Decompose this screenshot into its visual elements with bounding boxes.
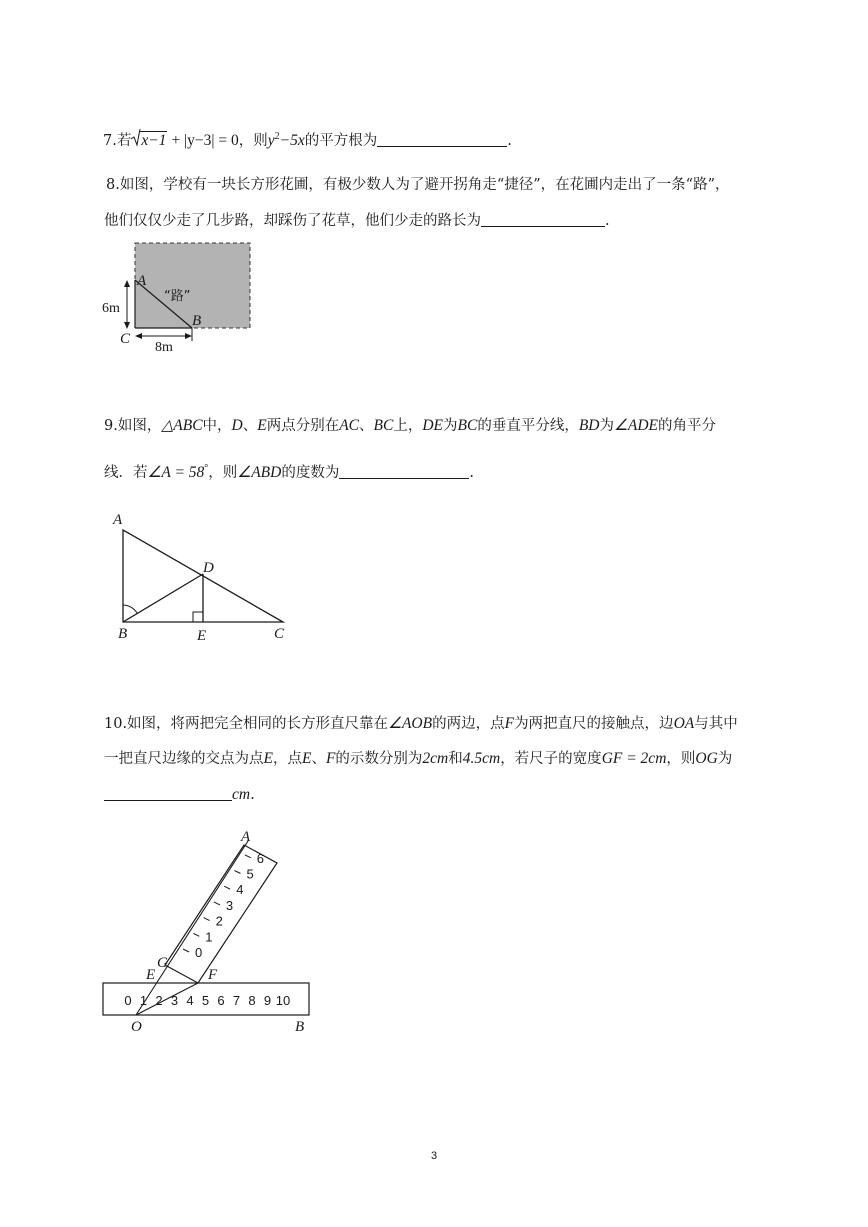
height-label: 6m	[102, 301, 120, 316]
q9-t11: 线．若	[104, 464, 148, 481]
q9-t10: 的角平分	[658, 418, 717, 434]
q10-line-2	[104, 749, 732, 769]
q9-t9: 为	[599, 418, 614, 434]
slanted-tick-mark	[193, 933, 199, 936]
q9-t8: 的垂直平分线，	[477, 418, 579, 434]
q9-seg-de: DE	[422, 417, 444, 434]
ruler-tick-label: 5	[201, 993, 210, 1008]
arrow-right-icon	[185, 333, 192, 339]
q9-answer-blank[interactable]	[339, 464, 469, 479]
slanted-tick-mark	[204, 918, 210, 921]
point-g-label: G	[157, 955, 168, 971]
q10-answer-blank[interactable]	[104, 786, 232, 801]
q10-t4: 与其中	[694, 716, 738, 732]
point-b-label: B	[295, 1019, 305, 1035]
q10-t8: 的示数分别为	[335, 751, 423, 767]
q10-point-e-2: E	[301, 750, 312, 767]
ruler-tick-label: 4	[186, 993, 194, 1008]
point-f-label: F	[208, 967, 218, 983]
point-e-label: E	[197, 628, 207, 644]
q10-seg-oa: OA	[673, 715, 695, 732]
road-label: “路”	[164, 289, 191, 304]
q8-answer-blank[interactable]	[481, 212, 605, 227]
q10-end: .	[250, 787, 255, 803]
q9-angle-ade: ∠ADE	[614, 417, 659, 434]
q9-angle-a: ∠A = 58	[147, 463, 205, 481]
slanted-tick-label: 5	[246, 866, 254, 882]
q10-line-1	[104, 714, 738, 734]
slanted-tick-mark	[224, 886, 230, 889]
arrow-left-icon	[135, 333, 142, 339]
q8-line-2-text: 他们仅仅少走了几步路，却踩伤了花草，他们少走的路长为	[104, 213, 481, 229]
right-angle-icon	[193, 612, 203, 622]
q7-text-2: ，则	[238, 132, 268, 149]
slanted-tick-label: 3	[225, 897, 234, 913]
ruler-tick-label: 3	[170, 993, 179, 1008]
q10-point-f: F	[504, 715, 515, 732]
q10-t2: 的两边，点	[432, 716, 505, 732]
question-7	[103, 127, 512, 151]
slanted-tick-mark	[245, 855, 251, 858]
q9-angle-abd: ∠ABD	[237, 463, 282, 481]
point-o-label: O	[131, 1019, 142, 1035]
q9-triangle-abc: △ABC	[161, 417, 203, 434]
point-b-label: B	[192, 313, 202, 329]
q9-t4: 两点分别在	[266, 418, 340, 434]
q10-t1: 10.如图，将两把完全相同的长方形直尺靠在	[104, 716, 389, 732]
point-a-label: A	[241, 829, 251, 845]
q7-exponent: 2	[274, 131, 280, 142]
q9-end: .	[469, 464, 474, 481]
slanted-tick-mark	[214, 902, 220, 905]
angle-arc-icon	[123, 605, 137, 613]
q10-t3: 为两把直尺的接触点，边	[514, 716, 674, 732]
q7-target-y: y	[267, 131, 275, 149]
q10-seg-og: OG	[695, 750, 718, 767]
point-c-label: C	[274, 626, 285, 642]
q10-t11: ，则	[666, 751, 696, 767]
q10-t7: 、	[311, 751, 326, 767]
ruler-tick-label: 2	[155, 993, 163, 1008]
q10-unit: cm	[232, 786, 251, 803]
slanted-tick-label: 6	[256, 850, 265, 866]
width-label: 8m	[155, 340, 173, 355]
q8-line-1: 8.如图，学校有一块长方形花圃，有极少数人为了避开拐角走“捷径”，在花圃内走出了一条“路”，	[106, 177, 730, 193]
q8-garden-figure	[100, 238, 260, 358]
q9-line-1	[104, 416, 716, 436]
slanted-tick-label: 4	[236, 882, 244, 898]
q9-seg-ac: AC	[339, 417, 360, 434]
ruler-tick-label: 6	[217, 993, 225, 1008]
slanted-tick-label: 2	[215, 913, 223, 929]
q9-degree: °	[204, 463, 209, 474]
point-d-label: D	[203, 560, 214, 576]
ruler-tick-label: 7	[232, 993, 241, 1008]
q8-end: .	[605, 213, 610, 229]
q9-seg-bd: BD	[578, 417, 600, 434]
page-number: 3	[430, 1150, 438, 1162]
point-a-label: A	[137, 273, 147, 289]
q9-seg-bc: BC	[373, 417, 394, 434]
radical-sign-icon	[131, 128, 141, 148]
arrow-down-icon	[124, 322, 130, 329]
q7-target-rest: −5x	[279, 131, 305, 149]
q7-answer-blank[interactable]	[377, 132, 507, 147]
q9-t13: 的度数为	[281, 464, 340, 481]
q9-t7: 为	[443, 418, 458, 434]
q9-line-2	[104, 459, 474, 483]
q9-triangle-figure	[108, 505, 298, 645]
point-b-label: B	[118, 626, 128, 642]
q9-point-e: E	[257, 417, 267, 434]
ruler-tick-label: 9	[263, 993, 272, 1008]
segment-bd	[123, 574, 203, 622]
ruler-tick-label: 8	[248, 993, 256, 1008]
slanted-tick-mark	[183, 949, 189, 952]
q9-t12: ，则	[208, 464, 238, 481]
q7-tail: 的平方根为	[304, 132, 378, 149]
ruler-tick-label: 10	[275, 993, 291, 1008]
q10-point-e: E	[263, 750, 273, 767]
q10-t12: 为	[717, 751, 733, 767]
q10-val-4-5cm: 4.5cm	[462, 750, 501, 767]
q10-angle-aob: ∠AOB	[388, 715, 433, 732]
slanted-tick-label: 1	[205, 929, 213, 945]
slanted-tick-label: 0	[195, 945, 203, 960]
arrow-up-icon	[124, 280, 130, 287]
q7-text: 若	[116, 132, 132, 149]
q10-line-3	[104, 785, 255, 805]
q7-sqrt	[131, 131, 167, 151]
q9-t2: 中，	[202, 418, 232, 434]
q10-width-gf: GF = 2cm	[601, 750, 667, 767]
q10-t5: 一把直尺边缘的交点为点	[104, 751, 264, 767]
ruler-tick-label: 1	[139, 993, 148, 1008]
point-c-label: C	[120, 331, 131, 347]
q9-point-d: D	[231, 417, 243, 434]
q7-end: .	[507, 132, 512, 149]
q9-t3: 、	[242, 418, 258, 434]
ray-oa	[136, 841, 248, 1015]
q9-t5: 、	[359, 418, 374, 434]
q9-t1: 9.如图，	[104, 418, 162, 434]
point-e-label: E	[146, 967, 156, 983]
q7-radicand: x−1	[141, 131, 167, 149]
point-a-label: A	[113, 512, 123, 528]
q10-ruler-figure	[98, 825, 328, 1040]
slanted-tick-mark	[235, 871, 241, 874]
q10-point-f-2: F	[325, 750, 336, 767]
q10-t6: ，点	[272, 751, 302, 767]
ruler-tick-label: 0	[124, 993, 132, 1008]
q10-t9: 和	[448, 751, 463, 767]
q9-seg-bc-2: BC	[457, 417, 478, 434]
q10-val-2cm: 2cm	[422, 750, 449, 767]
q7-number: 7.	[103, 132, 117, 149]
q8-line-2	[104, 211, 610, 231]
q7-abs-term: + |y−3| = 0	[171, 131, 239, 149]
q10-t10: ，若尺子的宽度	[500, 751, 602, 767]
q9-t6: 上，	[393, 418, 423, 434]
